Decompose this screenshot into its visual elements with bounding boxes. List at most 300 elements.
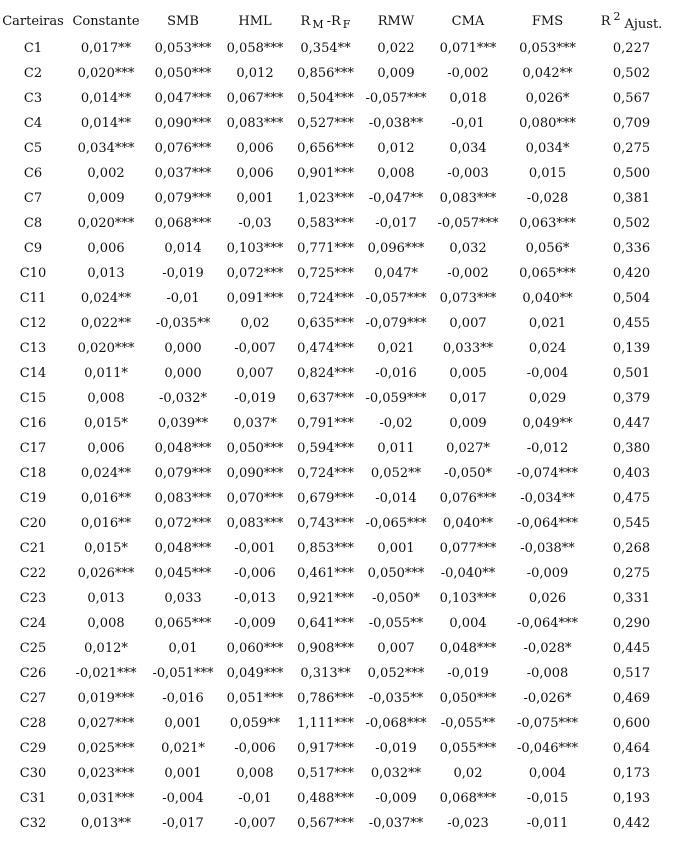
cell-market-premium: 0,908*** — [297, 641, 354, 656]
cell-portfolio: C16 — [19, 416, 47, 431]
cell-portfolio: C19 — [19, 491, 47, 506]
cell-hml: 0,058*** — [226, 41, 284, 56]
cell-cma: 0,048*** — [439, 641, 497, 656]
market-subscript-m: M — [312, 17, 324, 31]
cell-smb: 0,001 — [164, 716, 202, 731]
cell-constant: 0,020*** — [77, 66, 135, 81]
cell-portfolio: C27 — [19, 691, 47, 706]
cell-market-premium: 0,786*** — [297, 691, 354, 706]
table-row — [0, 761, 673, 786]
cell-rmw: -0,047** — [368, 191, 424, 206]
cell-portfolio: C7 — [23, 191, 43, 206]
cell-market-premium: 0,824*** — [297, 366, 354, 381]
table-row — [0, 661, 673, 686]
table-row — [0, 336, 673, 361]
cell-fms: 0,026 — [528, 591, 567, 606]
cell-constant: 0,014** — [80, 91, 132, 106]
cell-hml: 0,070*** — [226, 491, 284, 506]
cell-market-premium: 0,504*** — [297, 91, 354, 106]
table-row — [0, 36, 673, 61]
cell-hml: 0,006 — [236, 166, 274, 181]
cell-cma: -0,040** — [440, 566, 496, 581]
cell-rmw: 0,007 — [377, 641, 415, 656]
cell-portfolio: C4 — [23, 116, 43, 131]
cell-fms: 0,021 — [528, 316, 567, 331]
cell-rmw: -0,014 — [375, 491, 417, 506]
cell-cma: 0,027* — [446, 441, 490, 456]
cell-cma: -0,019 — [447, 666, 489, 681]
cell-smb: -0,016 — [162, 691, 204, 706]
cell-portfolio: C26 — [19, 666, 47, 681]
cell-fms: 0,004 — [528, 766, 567, 781]
cell-fms: 0,053*** — [519, 41, 576, 56]
cell-constant: 0,016** — [80, 516, 132, 531]
cell-cma: 0,032 — [449, 241, 487, 256]
cell-hml: 0,091*** — [226, 291, 284, 306]
cell-rmw: 0,096*** — [367, 241, 425, 256]
cell-cma: -0,01 — [451, 116, 485, 131]
cell-smb: 0,068*** — [154, 216, 212, 231]
cell-portfolio: C3 — [23, 91, 43, 106]
cell-constant: 0,020*** — [77, 341, 135, 356]
cell-portfolio: C9 — [23, 241, 43, 256]
cell-fms: -0,011 — [526, 816, 569, 831]
cell-hml: -0,019 — [234, 391, 276, 406]
cell-portfolio: C14 — [19, 366, 47, 381]
cell-fms: -0,038** — [520, 541, 575, 556]
cell-smb: 0,072*** — [154, 516, 212, 531]
cell-hml: 0,072*** — [226, 266, 284, 281]
cell-portfolio: C13 — [19, 341, 47, 356]
table-row — [0, 736, 673, 761]
cell-portfolio: C20 — [19, 516, 47, 531]
cell-rmw: -0,009 — [375, 791, 417, 806]
table-row — [0, 711, 673, 736]
cell-smb: -0,017 — [162, 816, 204, 831]
cell-rmw: 0,011 — [377, 441, 415, 456]
cell-hml: 0,008 — [236, 766, 274, 781]
cell-smb: -0,051*** — [152, 666, 214, 681]
cell-hml: 0,006 — [236, 141, 274, 156]
cell-market-premium: 0,354** — [300, 41, 351, 56]
cell-smb: -0,01 — [166, 291, 200, 306]
cell-market-premium: 0,725*** — [297, 266, 354, 281]
cell-market-premium: 0,594*** — [297, 441, 354, 456]
header-smb: SMB — [167, 13, 199, 29]
cell-adjusted-r2: 0,227 — [612, 41, 651, 56]
cell-market-premium: 0,853*** — [297, 541, 354, 556]
header-rmw: RMW — [377, 13, 415, 29]
table-row — [0, 311, 673, 336]
cell-market-premium: 0,724*** — [297, 466, 354, 481]
cell-hml: -0,001 — [234, 541, 276, 556]
cell-constant: 0,006 — [87, 241, 125, 256]
header-adjusted-r2 — [590, 6, 673, 36]
cell-cma: 0,018 — [449, 91, 487, 106]
cell-adjusted-r2: 0,139 — [612, 341, 651, 356]
cell-smb: 0,039** — [157, 416, 209, 431]
cell-constant: 0,016** — [80, 491, 132, 506]
cell-smb: 0,090*** — [154, 116, 212, 131]
cell-rmw: -0,057*** — [365, 91, 427, 106]
cell-cma: 0,009 — [449, 416, 487, 431]
cell-market-premium: 0,641*** — [297, 616, 354, 631]
cell-rmw: 0,009 — [377, 66, 415, 81]
cell-constant: 0,031*** — [77, 791, 135, 806]
cell-constant: 0,026*** — [77, 566, 135, 581]
table-row — [0, 786, 673, 811]
cell-smb: 0,014 — [164, 241, 202, 256]
table-row — [0, 161, 673, 186]
table-row — [0, 236, 673, 261]
cell-market-premium: 0,743*** — [297, 516, 354, 531]
cell-fms: -0,034** — [520, 491, 575, 506]
cell-smb: 0,000 — [164, 366, 202, 381]
cell-portfolio: C8 — [23, 216, 43, 231]
cell-hml: 0,02 — [240, 316, 270, 331]
cell-cma: -0,057*** — [437, 216, 499, 231]
cell-constant: 0,012* — [84, 641, 128, 656]
cell-portfolio: C29 — [19, 741, 47, 756]
cell-hml: 0,012 — [236, 66, 274, 81]
cell-portfolio: C24 — [19, 616, 47, 631]
cell-portfolio: C6 — [23, 166, 43, 181]
table-row — [0, 686, 673, 711]
cell-rmw: 0,021 — [377, 341, 415, 356]
cell-portfolio: C28 — [19, 716, 47, 731]
cell-smb: -0,004 — [162, 791, 204, 806]
cell-portfolio: C12 — [19, 316, 47, 331]
cell-constant: 0,014** — [80, 116, 132, 131]
cell-market-premium: 0,791*** — [297, 416, 354, 431]
header-hml: HML — [238, 13, 272, 29]
cell-market-premium: 0,771*** — [297, 241, 354, 256]
cell-adjusted-r2: 0,381 — [612, 191, 651, 206]
cell-constant: 0,024** — [80, 466, 132, 481]
cell-cma: -0,055** — [440, 716, 496, 731]
table-row — [0, 261, 673, 286]
table-row — [0, 586, 673, 611]
cell-adjusted-r2: 0,275 — [612, 566, 651, 581]
cell-fms: 0,026* — [525, 91, 570, 106]
cell-market-premium: 0,917*** — [297, 741, 354, 756]
cell-constant: 0,024** — [80, 291, 132, 306]
cell-smb: -0,019 — [162, 266, 204, 281]
cell-fms: 0,080*** — [519, 116, 576, 131]
header-constant: Constante — [72, 13, 140, 29]
cell-portfolio: C25 — [19, 641, 47, 656]
cell-cma: 0,033** — [442, 341, 494, 356]
cell-smb: 0,033 — [164, 591, 202, 606]
cell-hml: -0,006 — [234, 566, 276, 581]
table-row — [0, 636, 673, 661]
adj-r2-label: Ajust. — [624, 16, 663, 32]
cell-market-premium: 0,527*** — [297, 116, 354, 131]
cell-hml: -0,03 — [238, 216, 272, 231]
cell-adjusted-r2: 0,504 — [612, 291, 651, 306]
market-r: R — [300, 13, 311, 29]
cell-smb: 0,045*** — [154, 566, 212, 581]
cell-constant: 0,034*** — [77, 141, 135, 156]
table-row — [0, 436, 673, 461]
cell-constant: 0,006 — [87, 441, 125, 456]
cell-cma: 0,004 — [449, 616, 487, 631]
cell-portfolio: C18 — [19, 466, 47, 481]
table-row — [0, 286, 673, 311]
cell-constant: 0,027*** — [77, 716, 135, 731]
cell-rmw: -0,017 — [375, 216, 417, 231]
cell-fms: 0,015 — [528, 166, 567, 181]
cell-smb: 0,079*** — [154, 191, 212, 206]
cell-adjusted-r2: 0,545 — [612, 516, 651, 531]
cell-rmw: -0,055** — [368, 616, 424, 631]
cell-cma: -0,003 — [447, 166, 489, 181]
cell-portfolio: C2 — [23, 66, 43, 81]
table-row — [0, 211, 673, 236]
cell-fms: -0,012 — [526, 441, 569, 456]
cell-market-premium: 0,635*** — [297, 316, 354, 331]
cell-rmw: -0,037** — [368, 816, 424, 831]
cell-portfolio: C21 — [19, 541, 47, 556]
adj-r2-superscript: 2 — [613, 9, 621, 23]
cell-rmw: -0,057*** — [365, 291, 427, 306]
cell-hml: 0,050*** — [226, 441, 284, 456]
cell-smb: 0,050*** — [154, 66, 212, 81]
cell-adjusted-r2: 0,268 — [612, 541, 651, 556]
cell-portfolio: C17 — [19, 441, 47, 456]
cell-adjusted-r2: 0,445 — [612, 641, 651, 656]
market-subscript-f: F — [342, 17, 351, 31]
cell-cma: 0,034 — [449, 141, 487, 156]
cell-market-premium: 0,901*** — [297, 166, 354, 181]
cell-smb: 0,000 — [164, 341, 202, 356]
cell-cma: 0,071*** — [439, 41, 497, 56]
cell-adjusted-r2: 0,331 — [612, 591, 651, 606]
cell-fms: 0,029 — [528, 391, 567, 406]
cell-hml: 0,059** — [229, 716, 281, 731]
table-row — [0, 61, 673, 86]
cell-constant: 0,017** — [80, 41, 132, 56]
table-row — [0, 511, 673, 536]
cell-rmw: -0,02 — [379, 416, 413, 431]
cell-fms: -0,046*** — [516, 741, 579, 756]
cell-fms: 0,049** — [522, 416, 573, 431]
table-row — [0, 111, 673, 136]
cell-market-premium: 0,637*** — [297, 391, 354, 406]
cell-cma: -0,023 — [447, 816, 489, 831]
cell-fms: 0,042** — [522, 66, 573, 81]
cell-adjusted-r2: 0,501 — [612, 366, 651, 381]
cell-rmw: -0,050* — [371, 591, 421, 606]
cell-adjusted-r2: 0,380 — [612, 441, 651, 456]
cell-hml: 0,001 — [236, 191, 274, 206]
cell-market-premium: 0,679*** — [297, 491, 354, 506]
cell-market-premium: 0,583*** — [297, 216, 354, 231]
cell-adjusted-r2: 0,464 — [612, 741, 651, 756]
cell-fms: -0,004 — [526, 366, 569, 381]
cell-smb: 0,053*** — [154, 41, 212, 56]
cell-market-premium: 0,724*** — [297, 291, 354, 306]
cell-adjusted-r2: 0,600 — [612, 716, 651, 731]
cell-market-premium: 0,567*** — [297, 816, 354, 831]
cell-fms: -0,015 — [526, 791, 569, 806]
cell-hml: 0,037* — [233, 416, 277, 431]
cell-fms: -0,074*** — [516, 466, 579, 481]
cell-smb: 0,048*** — [154, 541, 212, 556]
cell-hml: -0,009 — [234, 616, 276, 631]
table-body — [0, 36, 673, 836]
cell-adjusted-r2: 0,475 — [612, 491, 651, 506]
cell-rmw: 0,022 — [377, 41, 415, 56]
cell-smb: 0,065*** — [154, 616, 212, 631]
cell-constant: 0,013** — [80, 816, 132, 831]
cell-adjusted-r2: 0,442 — [612, 816, 651, 831]
cell-cma: 0,068*** — [439, 791, 497, 806]
cell-smb: -0,032* — [158, 391, 208, 406]
cell-market-premium: 0,474*** — [297, 341, 354, 356]
cell-smb: 0,079*** — [154, 466, 212, 481]
cell-fms: -0,028 — [526, 191, 569, 206]
cell-cma: 0,02 — [453, 766, 483, 781]
cell-hml: 0,049*** — [226, 666, 284, 681]
header-fms: FMS — [531, 13, 564, 29]
cell-constant: 0,009 — [87, 191, 125, 206]
table-row — [0, 136, 673, 161]
cell-smb: 0,076*** — [154, 141, 212, 156]
cell-rmw: -0,019 — [375, 741, 417, 756]
cell-cma: 0,017 — [449, 391, 487, 406]
cell-constant: 0,025*** — [77, 741, 135, 756]
cell-constant: 0,002 — [87, 166, 125, 181]
cell-fms: -0,008 — [526, 666, 569, 681]
market-minus-r: -R — [326, 13, 341, 29]
cell-constant: 0,023*** — [77, 766, 135, 781]
cell-market-premium: 0,313** — [300, 666, 351, 681]
cell-constant: 0,011* — [84, 366, 128, 381]
cell-fms: 0,040** — [522, 291, 573, 306]
cell-rmw: 0,032** — [370, 766, 422, 781]
cell-portfolio: C11 — [19, 291, 47, 306]
cell-cma: 0,055*** — [439, 741, 497, 756]
cell-smb: 0,021* — [161, 741, 205, 756]
header-market-premium — [290, 6, 361, 36]
cell-adjusted-r2: 0,502 — [612, 216, 651, 231]
cell-portfolio: C22 — [19, 566, 47, 581]
table-row — [0, 561, 673, 586]
table-row — [0, 486, 673, 511]
cell-rmw: -0,035** — [368, 691, 424, 706]
cell-smb: 0,048*** — [154, 441, 212, 456]
cell-rmw: 0,008 — [377, 166, 415, 181]
cell-cma: -0,050* — [443, 466, 493, 481]
cell-market-premium: 0,461*** — [297, 566, 354, 581]
table-row — [0, 411, 673, 436]
cell-portfolio: C15 — [19, 391, 47, 406]
cell-hml: -0,01 — [238, 791, 272, 806]
cell-hml: -0,013 — [234, 591, 276, 606]
cell-rmw: 0,050*** — [367, 566, 425, 581]
table-row — [0, 86, 673, 111]
cell-fms: -0,009 — [526, 566, 569, 581]
cell-cma: 0,050*** — [439, 691, 497, 706]
cell-portfolio: C30 — [19, 766, 47, 781]
cell-rmw: -0,059*** — [365, 391, 427, 406]
cell-rmw: -0,038** — [368, 116, 424, 131]
cell-adjusted-r2: 0,469 — [612, 691, 651, 706]
cell-fms: 0,063*** — [519, 216, 576, 231]
cell-adjusted-r2: 0,173 — [612, 766, 651, 781]
cell-market-premium: 0,921*** — [297, 591, 354, 606]
cell-adjusted-r2: 0,420 — [612, 266, 651, 281]
table-row — [0, 461, 673, 486]
cell-market-premium: 0,488*** — [297, 791, 354, 806]
cell-fms: -0,028* — [523, 641, 572, 656]
table-row — [0, 611, 673, 636]
cell-market-premium: 0,856*** — [297, 66, 354, 81]
cell-cma: 0,005 — [449, 366, 487, 381]
cell-adjusted-r2: 0,336 — [612, 241, 651, 256]
cell-rmw: 0,047* — [374, 266, 418, 281]
cell-smb: 0,047*** — [154, 91, 212, 106]
cell-smb: 0,001 — [164, 766, 202, 781]
cell-constant: 0,015* — [84, 541, 128, 556]
cell-cma: 0,073*** — [439, 291, 497, 306]
cell-fms: -0,026* — [523, 691, 572, 706]
cell-cma: -0,002 — [447, 266, 489, 281]
table-header — [0, 6, 673, 36]
header-portfolios: Carteiras — [2, 13, 64, 29]
cell-constant: 0,008 — [87, 616, 125, 631]
cell-market-premium: 1,023*** — [297, 191, 354, 206]
cell-constant: 0,022** — [80, 316, 132, 331]
cell-rmw: 0,052** — [370, 466, 422, 481]
cell-portfolio: C32 — [19, 816, 47, 831]
cell-market-premium: 0,656*** — [297, 141, 354, 156]
cell-hml: 0,090*** — [226, 466, 284, 481]
cell-cma: 0,007 — [449, 316, 487, 331]
cell-rmw: -0,016 — [375, 366, 417, 381]
cell-constant: -0,021*** — [75, 666, 137, 681]
cell-adjusted-r2: 0,517 — [612, 666, 651, 681]
cell-portfolio: C5 — [23, 141, 43, 156]
cell-rmw: 0,012 — [377, 141, 415, 156]
cell-adjusted-r2: 0,502 — [612, 66, 651, 81]
cell-fms: 0,065*** — [519, 266, 576, 281]
cell-adjusted-r2: 0,447 — [612, 416, 651, 431]
cell-smb: 0,037*** — [154, 166, 212, 181]
cell-portfolio: C10 — [19, 266, 47, 281]
cell-smb: 0,01 — [168, 641, 198, 656]
cell-constant: 0,019*** — [77, 691, 135, 706]
cell-adjusted-r2: 0,193 — [612, 791, 651, 806]
cell-adjusted-r2: 0,290 — [612, 616, 651, 631]
cell-hml: 0,060*** — [226, 641, 284, 656]
cell-hml: 0,051*** — [226, 691, 284, 706]
cell-cma: 0,083*** — [439, 191, 497, 206]
cell-cma: 0,077*** — [439, 541, 497, 556]
cell-hml: 0,103*** — [226, 241, 284, 256]
cell-smb: -0,035** — [155, 316, 211, 331]
cell-hml: 0,083*** — [226, 116, 284, 131]
cell-adjusted-r2: 0,455 — [612, 316, 651, 331]
cell-cma: 0,076*** — [439, 491, 497, 506]
regression-results-table — [0, 6, 673, 836]
cell-portfolio: C1 — [23, 41, 43, 56]
cell-hml: 0,007 — [236, 366, 274, 381]
cell-hml: -0,007 — [234, 816, 276, 831]
cell-hml: -0,007 — [234, 341, 276, 356]
adj-r2-r: R — [600, 13, 611, 29]
